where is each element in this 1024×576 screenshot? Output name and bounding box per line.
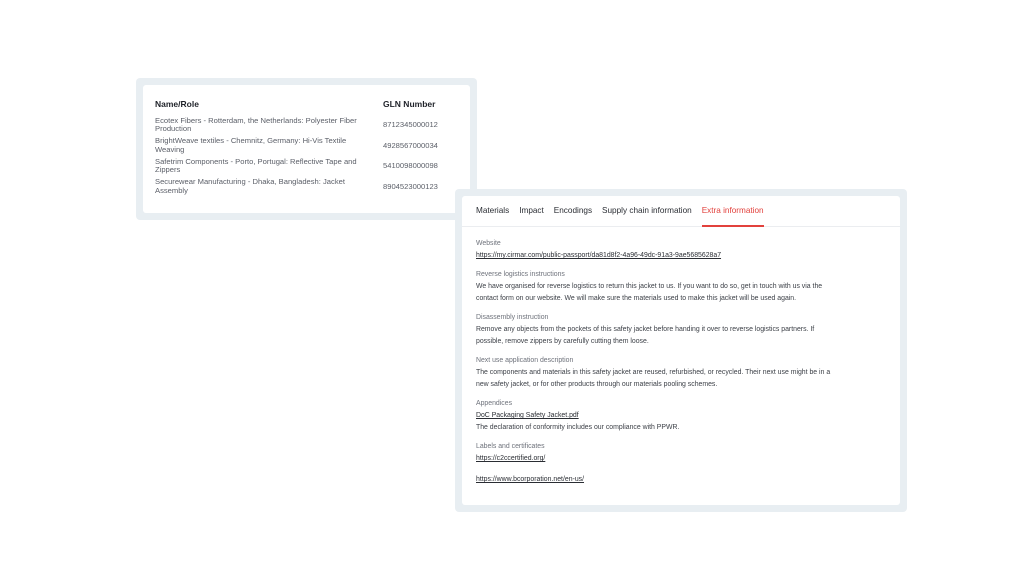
supplier-gln: 5410098000098: [383, 161, 438, 171]
supplier-gln: 8904523000123: [383, 181, 438, 191]
supplier-gln: 8712345000012: [383, 120, 438, 130]
disassembly-text-line1: Remove any objects from the pockets of this safety jacket before handing it over to reverse logistics partners. If: [476, 326, 815, 333]
website-link[interactable]: https://my.cirmar.com/public-passport/da81d8f2-4a96-49dc-91a3-9ae5685628a7: [476, 252, 722, 259]
reverse-logistics-text-line2: contact form on our website. We will make sure the materials used to make this jacket will be used again.: [476, 295, 797, 302]
disassembly-text-line2: possible, remove zippers by carefully cutting them loose.: [476, 338, 649, 345]
passport-detail-card: [462, 196, 900, 505]
appendix-file-link[interactable]: DoC Packaging Safety Jacket.pdf: [476, 412, 579, 419]
table-row: [155, 136, 470, 157]
tab-encodings[interactable]: Encodings: [553, 206, 593, 215]
extra-information-panel: [462, 227, 900, 486]
tab-supply-chain-information[interactable]: Supply chain information: [602, 206, 692, 215]
tab-extra-information[interactable]: Extra information: [702, 196, 764, 226]
table-row: [155, 177, 470, 198]
labels-certificates-section: [476, 441, 886, 486]
labels-certificates-label: Labels and certificates: [476, 443, 545, 450]
tab-impact[interactable]: Impact: [519, 206, 544, 215]
table-row: [155, 115, 470, 136]
appendices-label: Appendices: [476, 400, 513, 407]
next-use-label: Next use application description: [476, 357, 574, 364]
supplier-table-card: [143, 85, 470, 213]
supplier-name: BrightWeave textiles - Chemnitz, Germany: Hi-Vis Textile Weaving: [155, 136, 347, 154]
appendices-section: [476, 398, 886, 434]
next-use-text-line1: The components and materials in this safety jacket are reused, refurbished, or recycled. Their next use might be in a: [476, 369, 831, 376]
tab-bar: [462, 196, 900, 227]
reverse-logistics-text-line1: We have organised for reverse logistics to return this jacket to us. If you want to do so, get in touch with us via the: [476, 283, 823, 290]
supplier-name: Ecotex Fibers - Rotterdam, the Netherlands: Polyester Fiber Production: [155, 115, 357, 134]
disassembly-label: Disassembly instruction: [476, 314, 549, 321]
table-row: [155, 156, 470, 177]
appendix-note: The declaration of conformity includes our compliance with PPWR.: [476, 424, 680, 431]
supplier-card-frame: [136, 78, 477, 220]
supplier-gln: 4928567000034: [383, 140, 438, 150]
reverse-logistics-label: Reverse logistics instructions: [476, 271, 565, 278]
tab-materials[interactable]: Materials: [476, 206, 510, 215]
bcorporation-link[interactable]: https://www.bcorporation.net/en-us/: [476, 476, 585, 483]
supplier-table-header: [155, 99, 470, 109]
disassembly-section: [476, 312, 886, 348]
website-label: Website: [476, 240, 501, 247]
detail-card-frame: [455, 189, 907, 512]
next-use-text-line2: new safety jacket, or for other products through our materials pooling schemes.: [476, 381, 718, 388]
website-section: [476, 238, 886, 262]
supplier-name: Safetrim Components - Porto, Portugal: Reflective Tape and Zippers: [155, 156, 357, 175]
supplier-name: Securewear Manufacturing - Dhaka, Bangladesh: Jacket Assembly: [155, 177, 345, 195]
reverse-logistics-section: [476, 269, 886, 305]
c2c-certified-link[interactable]: https://c2ccertified.org/: [476, 455, 546, 462]
next-use-section: [476, 355, 886, 391]
gln-number-header: GLN Number: [383, 99, 436, 109]
name-role-header: Name/Role: [155, 99, 199, 109]
